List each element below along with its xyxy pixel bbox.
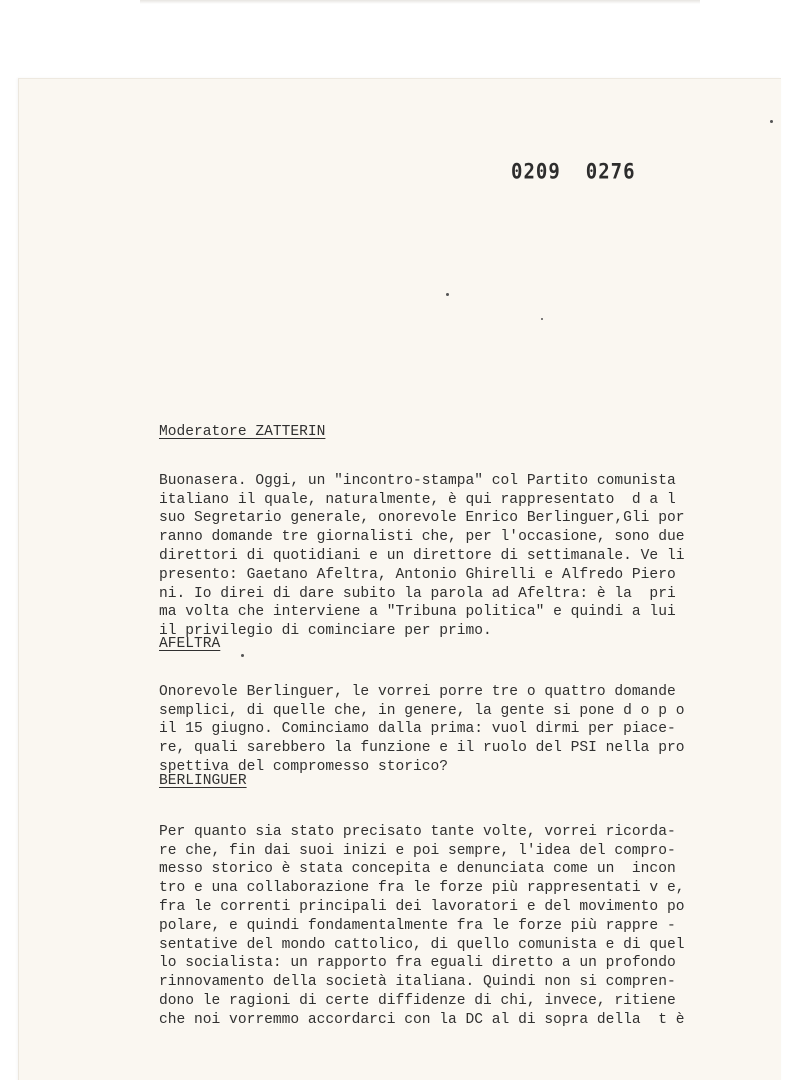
text-line: messo storico è stata concepita e denunciata come un incon bbox=[159, 861, 676, 878]
text-line: lo socialista: un rapporto fra eguali diretto a un profondo bbox=[159, 955, 676, 972]
text-line: re, quali sarebbero la funzione e il ruolo del PSI nella pro bbox=[159, 740, 685, 757]
text-line: spettiva del compromesso storico? bbox=[159, 758, 449, 775]
paper-speck bbox=[770, 120, 773, 123]
text-line: ni. Io direi di dare subito la parola ad Afeltra: è la pri bbox=[159, 585, 676, 602]
text-line: Onorevole Berlinguer, le vorrei porre tre o quattro domande bbox=[159, 683, 676, 700]
text-line: presento: Gaetano Afeltra, Antonio Ghirelli e Alfredo Piero bbox=[159, 566, 676, 583]
scan-edge-shadow bbox=[140, 0, 700, 4]
page-number-stamp bbox=[511, 160, 636, 184]
page-number-right: 0276 bbox=[585, 160, 636, 185]
speaker-heading: BERLINGUER bbox=[159, 773, 247, 789]
text-line: dono le ragioni di certe diffidenze di chi, invece, ritiene bbox=[159, 992, 676, 1009]
text-line: suo Segretario generale, onorevole Enrico Berlinguer,Gli por bbox=[159, 510, 685, 527]
text-line: Per quanto sia stato precisato tante volte, vorrei ricorda- bbox=[159, 823, 676, 840]
speaker-heading: Moderatore ZATTERIN bbox=[159, 424, 326, 440]
text-line: tro e una collaborazione fra le forze più rappresentati v e, bbox=[159, 880, 685, 897]
text-line: fra le correnti principali dei lavoratori e del movimento po bbox=[159, 898, 685, 915]
paragraph bbox=[159, 804, 684, 1067]
text-line: ranno domande tre giornalisti che, per l'occasione, sono due bbox=[159, 529, 685, 546]
paragraph bbox=[159, 664, 684, 814]
text-line: rinnovamento della società italiana. Quindi non si compren- bbox=[159, 974, 676, 991]
text-line: polare, e quindi fondamentalmente fra le forze più rappre - bbox=[159, 917, 676, 934]
text-line: Buonasera. Oggi, un "incontro-stampa" col Partito comunista bbox=[159, 472, 676, 489]
text-line: il privilegio di cominciare per primo. bbox=[159, 623, 492, 640]
text-line: il 15 giugno. Cominciamo dalla prima: vuol dirmi per piace- bbox=[159, 721, 676, 738]
text-line: italiano il quale, naturalmente, è qui rappresentato d a l bbox=[159, 491, 676, 508]
text-line: sentative del mondo cattolico, di quello comunista e di quel bbox=[159, 936, 685, 953]
text-line: direttori di quotidiani e un direttore di settimanale. Ve li bbox=[159, 547, 685, 564]
paper-speck bbox=[446, 293, 449, 296]
speaker-heading: AFELTRA bbox=[159, 636, 221, 652]
text-line: semplici, di quelle che, in genere, la gente si pone d o p o bbox=[159, 702, 685, 719]
paragraph bbox=[159, 453, 684, 679]
text-line: che noi vorremmo accordarci con la DC al di sopra della t è bbox=[159, 1011, 685, 1028]
page-number-left: 0209 bbox=[511, 160, 561, 185]
text-line: re che, fin dai suoi inizi e poi sempre, l'idea del compro- bbox=[159, 842, 676, 859]
paper-speck bbox=[541, 318, 543, 320]
text-line: ma volta che interviene a "Tribuna politica" e quindi a lui bbox=[159, 604, 676, 621]
